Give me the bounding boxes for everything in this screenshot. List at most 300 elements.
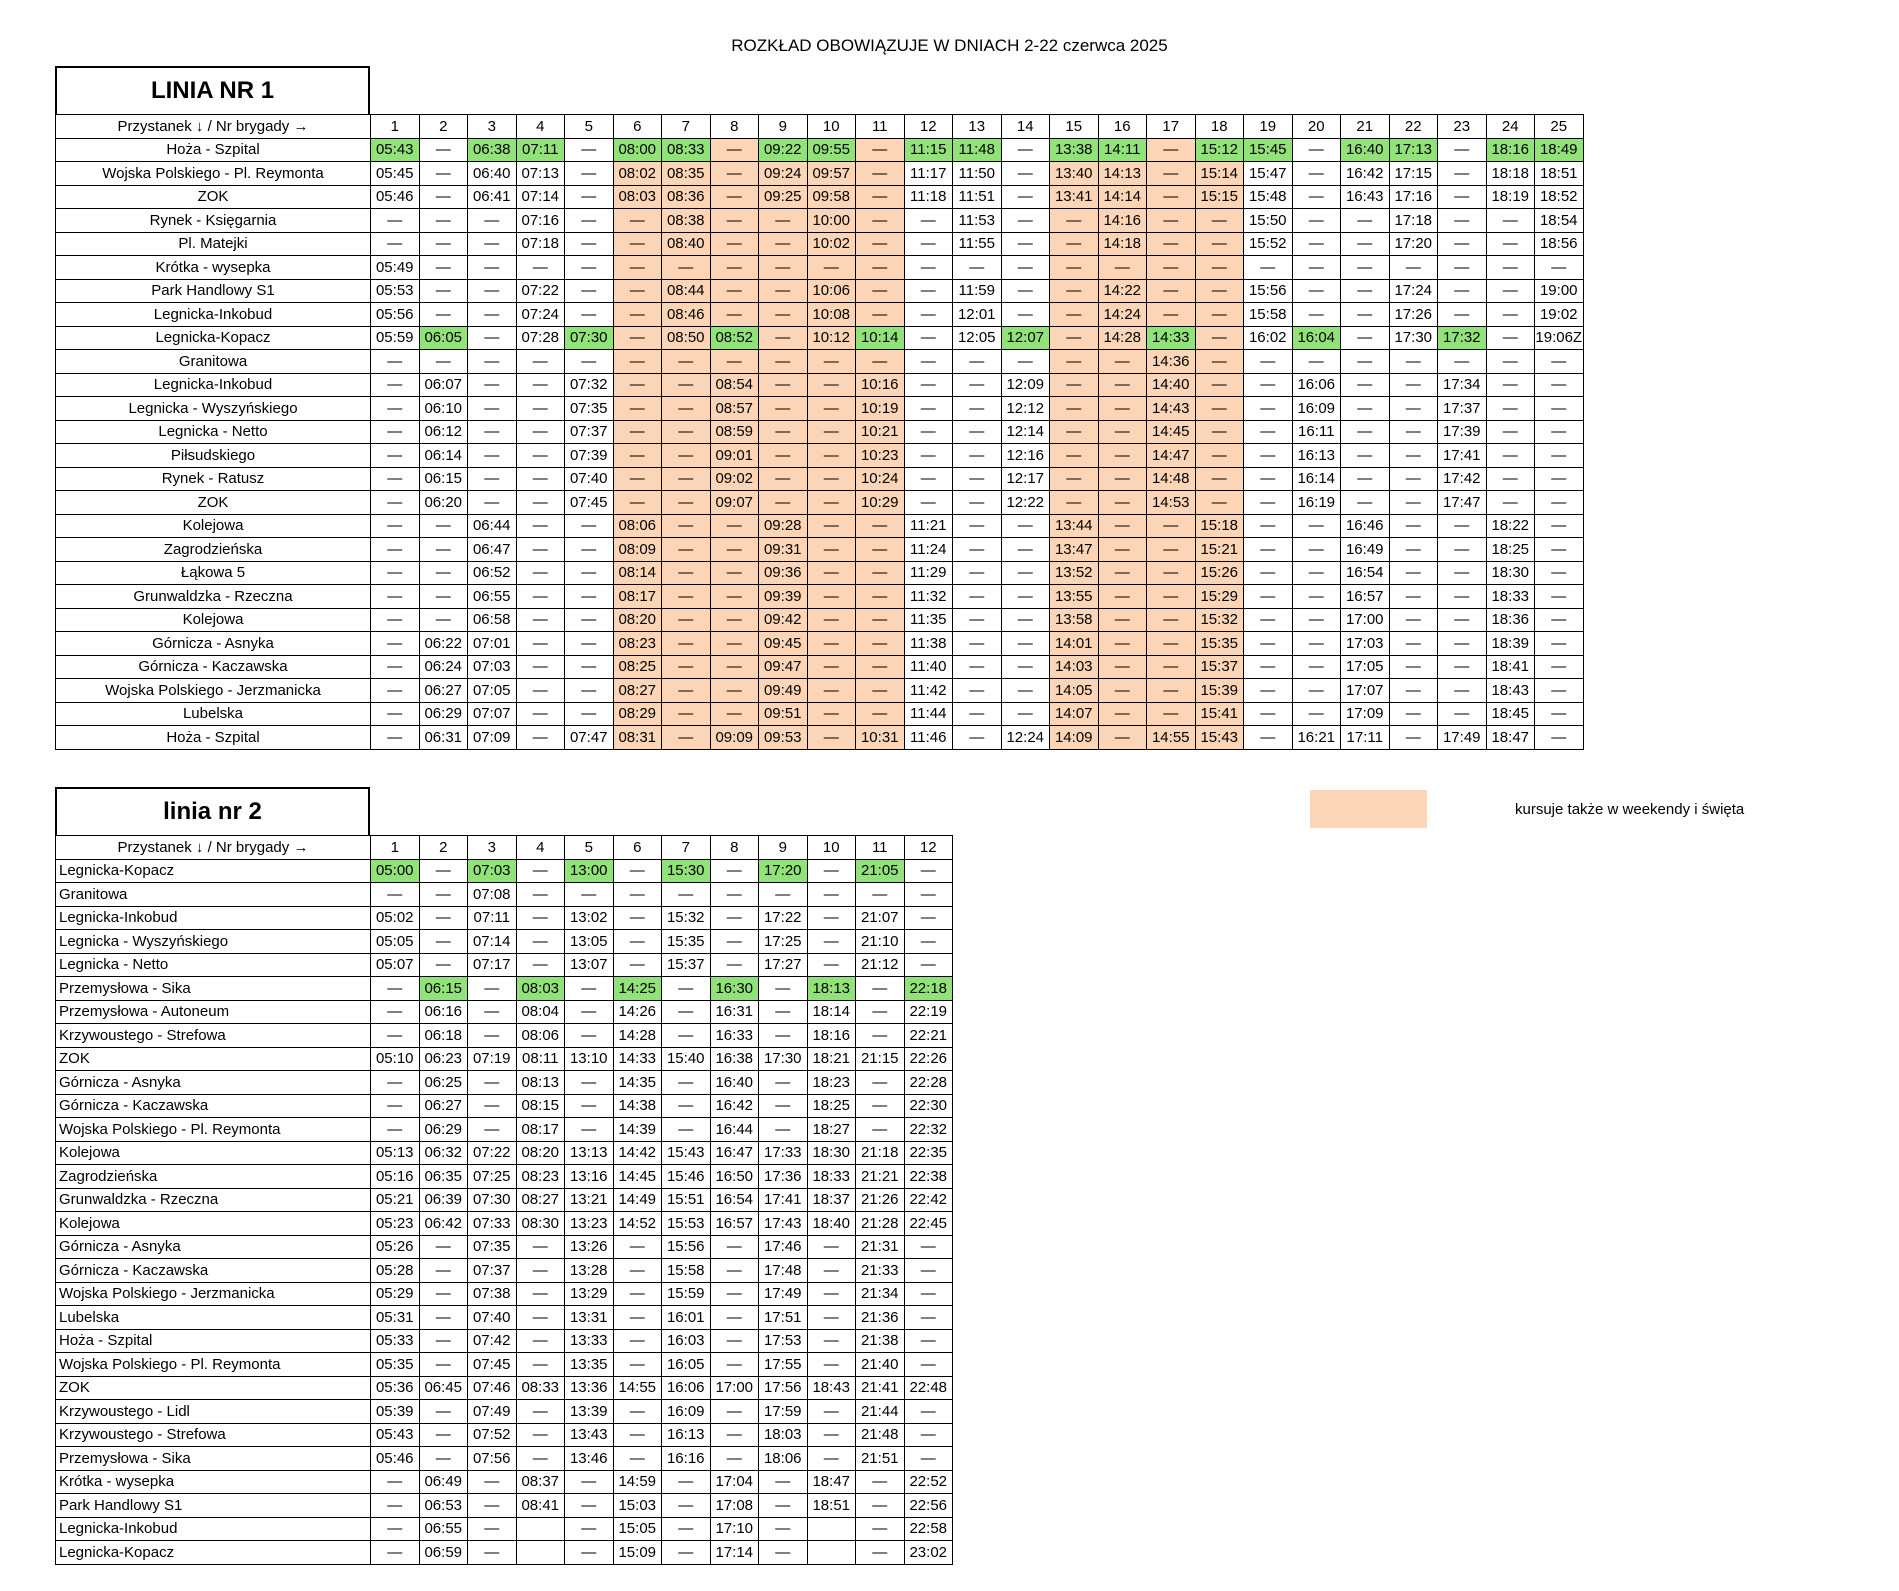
departure-time: — <box>1438 702 1487 726</box>
departure-time: — <box>1438 655 1487 679</box>
departure-time: 14:24 <box>1098 303 1147 327</box>
departure-time: — <box>516 1235 565 1259</box>
departure-time: — <box>856 1118 905 1142</box>
departure-time: 06:49 <box>419 1470 468 1494</box>
departure-time: — <box>807 632 856 656</box>
departure-time: 05:39 <box>371 1400 420 1424</box>
departure-time: 14:47 <box>1147 444 1196 468</box>
departure-time: 16:03 <box>662 1329 711 1353</box>
table-row <box>56 1235 953 1259</box>
departure-time: 09:28 <box>759 514 808 538</box>
departure-time: — <box>613 883 662 907</box>
departure-time: 18:41 <box>1486 655 1535 679</box>
departure-time <box>516 1517 565 1541</box>
departure-time: — <box>856 702 905 726</box>
departure-time: 06:29 <box>419 1118 468 1142</box>
departure-time: 15:43 <box>662 1141 711 1165</box>
departure-time: 16:21 <box>1292 726 1341 750</box>
departure-time: — <box>759 1024 808 1048</box>
departure-time: — <box>1535 585 1584 609</box>
table-row <box>56 1423 953 1447</box>
departure-time: 15:35 <box>662 930 711 954</box>
departure-time: — <box>856 1094 905 1118</box>
departure-time: — <box>807 1353 856 1377</box>
departure-time: — <box>468 977 517 1001</box>
departure-time: — <box>371 350 420 374</box>
stop-name: Górnicza - Asnyka <box>56 1235 371 1259</box>
departure-time <box>807 1541 856 1565</box>
departure-time: 13:31 <box>565 1306 614 1330</box>
departure-time: — <box>371 1470 420 1494</box>
departure-time: — <box>565 883 614 907</box>
departure-time: — <box>759 420 808 444</box>
departure-time: 06:32 <box>419 1141 468 1165</box>
stop-name: Górnicza - Kaczawska <box>56 1259 371 1283</box>
departure-time: 15:58 <box>662 1259 711 1283</box>
departure-time: — <box>613 326 662 350</box>
departure-time: — <box>1535 420 1584 444</box>
departure-time: 18:36 <box>1486 608 1535 632</box>
table-row <box>56 953 953 977</box>
departure-time: 11:44 <box>904 702 953 726</box>
departure-time: — <box>1001 679 1050 703</box>
departure-time: — <box>1438 162 1487 186</box>
departure-time: 14:43 <box>1147 397 1196 421</box>
departure-time: — <box>371 977 420 1001</box>
table-row <box>56 491 1584 515</box>
departure-time: 17:13 <box>1389 138 1438 162</box>
departure-time: — <box>565 303 614 327</box>
departure-time: 08:31 <box>613 726 662 750</box>
departure-time: — <box>904 373 953 397</box>
departure-time: 05:59 <box>371 326 420 350</box>
departure-time: — <box>904 1306 953 1330</box>
departure-time: — <box>1389 726 1438 750</box>
departure-time: — <box>419 1400 468 1424</box>
departure-time: — <box>468 491 517 515</box>
departure-time: 08:33 <box>662 138 711 162</box>
departure-time: — <box>662 1118 711 1142</box>
table-row <box>56 1141 953 1165</box>
stop-name: Krzywoustego - Strefowa <box>56 1024 371 1048</box>
departure-time: — <box>419 303 468 327</box>
departure-time: — <box>1341 350 1390 374</box>
departure-time: — <box>1244 373 1293 397</box>
departure-time: 17:46 <box>759 1235 808 1259</box>
table-row <box>56 538 1584 562</box>
departure-time: 06:39 <box>419 1188 468 1212</box>
departure-time: 17:08 <box>710 1494 759 1518</box>
departure-time: 08:29 <box>613 702 662 726</box>
departure-time: 15:39 <box>1195 679 1244 703</box>
departure-time: 21:21 <box>856 1165 905 1189</box>
departure-time: — <box>1147 585 1196 609</box>
departure-time: 15:32 <box>662 906 711 930</box>
departure-time: 18:06 <box>759 1447 808 1471</box>
departure-time: — <box>516 906 565 930</box>
departure-time: 15:09 <box>613 1541 662 1565</box>
departure-time: 22:48 <box>904 1376 953 1400</box>
departure-time: 14:42 <box>613 1141 662 1165</box>
departure-time: — <box>1244 608 1293 632</box>
departure-time: 09:02 <box>710 467 759 491</box>
brigade-number: 15 <box>1050 115 1099 139</box>
departure-time: — <box>807 467 856 491</box>
departure-time: — <box>1098 514 1147 538</box>
table-row <box>56 585 1584 609</box>
departure-time: 17:27 <box>759 953 808 977</box>
departure-time: — <box>1292 232 1341 256</box>
departure-time: — <box>710 1423 759 1447</box>
departure-time: 12:05 <box>953 326 1002 350</box>
departure-time: 22:21 <box>904 1024 953 1048</box>
departure-time: 09:36 <box>759 561 808 585</box>
departure-time: — <box>419 1235 468 1259</box>
departure-time: 16:09 <box>662 1400 711 1424</box>
departure-time: 07:24 <box>516 303 565 327</box>
departure-time: 16:33 <box>710 1024 759 1048</box>
departure-time: — <box>516 256 565 280</box>
departure-time: 16:05 <box>662 1353 711 1377</box>
departure-time: 13:41 <box>1050 185 1099 209</box>
departure-time: 08:44 <box>662 279 711 303</box>
brigade-number: 10 <box>807 115 856 139</box>
departure-time: 14:28 <box>1098 326 1147 350</box>
departure-time: 05:43 <box>371 1423 420 1447</box>
departure-time: — <box>710 350 759 374</box>
departure-time: — <box>856 585 905 609</box>
stop-name: Legnicka - Netto <box>56 953 371 977</box>
stop-name: Legnicka-Inkobud <box>56 1517 371 1541</box>
departure-time: — <box>1292 185 1341 209</box>
stop-name: Legnicka-Kopacz <box>56 326 371 350</box>
departure-time: 13:46 <box>565 1447 614 1471</box>
departure-time: — <box>1486 256 1535 280</box>
departure-time: 08:50 <box>662 326 711 350</box>
departure-time: — <box>565 232 614 256</box>
departure-time: — <box>1486 232 1535 256</box>
departure-time: — <box>371 883 420 907</box>
departure-time: — <box>807 538 856 562</box>
departure-time: — <box>1001 185 1050 209</box>
departure-time: — <box>419 209 468 233</box>
departure-time: — <box>1098 350 1147 374</box>
departure-time: — <box>1389 679 1438 703</box>
departure-time: 08:25 <box>613 655 662 679</box>
departure-time: 21:07 <box>856 906 905 930</box>
departure-time: — <box>613 467 662 491</box>
departure-time: 13:05 <box>565 930 614 954</box>
departure-time: — <box>662 1494 711 1518</box>
table-row <box>56 1376 953 1400</box>
departure-time: 13:43 <box>565 1423 614 1447</box>
departure-time: — <box>662 467 711 491</box>
departure-time: — <box>953 679 1002 703</box>
table-row <box>56 608 1584 632</box>
table-row <box>56 561 1584 585</box>
departure-time: — <box>1292 679 1341 703</box>
departure-time: — <box>710 256 759 280</box>
departure-time: 15:58 <box>1244 303 1293 327</box>
departure-time: — <box>807 256 856 280</box>
departure-time: — <box>516 1353 565 1377</box>
departure-time: 14:53 <box>1147 491 1196 515</box>
departure-time: — <box>710 930 759 954</box>
departure-time: 17:15 <box>1389 162 1438 186</box>
departure-time: 22:26 <box>904 1047 953 1071</box>
departure-time: — <box>1244 350 1293 374</box>
departure-time: 06:18 <box>419 1024 468 1048</box>
departure-time: 15:18 <box>1195 514 1244 538</box>
departure-time: 15:15 <box>1195 185 1244 209</box>
departure-time: — <box>1292 561 1341 585</box>
departure-time: 09:25 <box>759 185 808 209</box>
departure-time: — <box>904 1423 953 1447</box>
departure-time: — <box>1147 303 1196 327</box>
departure-time: 15:51 <box>662 1188 711 1212</box>
departure-time: 16:13 <box>1292 444 1341 468</box>
departure-time: — <box>710 185 759 209</box>
departure-time: 08:46 <box>662 303 711 327</box>
table-row <box>56 1094 953 1118</box>
departure-time: — <box>807 906 856 930</box>
departure-time: 14:11 <box>1098 138 1147 162</box>
departure-time: 10:23 <box>856 444 905 468</box>
departure-time: — <box>807 679 856 703</box>
departure-time: 11:51 <box>953 185 1002 209</box>
table-row <box>56 1259 953 1283</box>
departure-time: — <box>419 538 468 562</box>
departure-time: — <box>468 232 517 256</box>
stop-name: Zagrodzieńska <box>56 538 371 562</box>
departure-time: — <box>759 977 808 1001</box>
departure-time: 15:56 <box>1244 279 1293 303</box>
departure-time: 07:46 <box>468 1376 517 1400</box>
departure-time: — <box>1147 679 1196 703</box>
departure-time: 14:13 <box>1098 162 1147 186</box>
stop-name: Legnicka - Wyszyńskiego <box>56 930 371 954</box>
departure-time: 05:00 <box>371 859 420 883</box>
departure-time: 06:40 <box>468 162 517 186</box>
stop-name: Wojska Polskiego - Pl. Reymonta <box>56 162 371 186</box>
departure-time: 06:12 <box>419 420 468 444</box>
departure-time: — <box>953 655 1002 679</box>
departure-time: 09:09 <box>710 726 759 750</box>
departure-time: 10:08 <box>807 303 856 327</box>
departure-time: — <box>613 444 662 468</box>
departure-time: 17:00 <box>710 1376 759 1400</box>
departure-time: 18:52 <box>1535 185 1584 209</box>
departure-time: — <box>1244 444 1293 468</box>
departure-time: — <box>904 930 953 954</box>
departure-time: — <box>516 679 565 703</box>
stop-name: Kolejowa <box>56 1141 371 1165</box>
departure-time: 07:37 <box>468 1259 517 1283</box>
departure-time: 18:43 <box>1486 679 1535 703</box>
departure-time: — <box>904 256 953 280</box>
departure-time: — <box>468 397 517 421</box>
line-2-table <box>55 835 953 1565</box>
departure-time: — <box>1535 561 1584 585</box>
departure-time: 16:04 <box>1292 326 1341 350</box>
departure-time: 16:02 <box>1244 326 1293 350</box>
departure-time: 06:31 <box>419 726 468 750</box>
departure-time: — <box>759 1000 808 1024</box>
departure-time: 08:17 <box>613 585 662 609</box>
departure-time: 10:12 <box>807 326 856 350</box>
departure-time: — <box>565 350 614 374</box>
departure-time: — <box>1292 585 1341 609</box>
departure-time: 13:58 <box>1050 608 1099 632</box>
stop-name: Hoża - Szpital <box>56 1329 371 1353</box>
departure-time: 15:47 <box>1244 162 1293 186</box>
departure-time: — <box>1195 350 1244 374</box>
table-row <box>56 1282 953 1306</box>
departure-time: 06:55 <box>419 1517 468 1541</box>
table-row <box>56 1329 953 1353</box>
departure-time: 06:16 <box>419 1000 468 1024</box>
departure-time: — <box>613 953 662 977</box>
departure-time: — <box>371 585 420 609</box>
stop-name: Hoża - Szpital <box>56 726 371 750</box>
stop-name: ZOK <box>56 185 371 209</box>
departure-time: 22:28 <box>904 1071 953 1095</box>
departure-time: 22:56 <box>904 1494 953 1518</box>
departure-time: — <box>1438 561 1487 585</box>
departure-time: — <box>904 209 953 233</box>
departure-time: 17:43 <box>759 1212 808 1236</box>
departure-time: — <box>419 1353 468 1377</box>
departure-time: 06:44 <box>468 514 517 538</box>
departure-time: — <box>759 1118 808 1142</box>
departure-time: — <box>807 1329 856 1353</box>
departure-time: — <box>516 953 565 977</box>
table-row <box>56 1353 953 1377</box>
departure-time: — <box>1389 632 1438 656</box>
departure-time: 07:14 <box>516 185 565 209</box>
departure-time: — <box>1292 538 1341 562</box>
brigade-number: 11 <box>856 836 905 860</box>
departure-time: 18:13 <box>807 977 856 1001</box>
departure-time: — <box>419 1282 468 1306</box>
departure-time: — <box>662 444 711 468</box>
departure-time: — <box>516 514 565 538</box>
departure-time: — <box>1535 373 1584 397</box>
departure-time: — <box>662 420 711 444</box>
departure-time: — <box>807 608 856 632</box>
departure-time: 18:21 <box>807 1047 856 1071</box>
departure-time: — <box>468 1118 517 1142</box>
departure-time: — <box>710 303 759 327</box>
departure-time: 14:59 <box>613 1470 662 1494</box>
departure-time: — <box>1438 209 1487 233</box>
departure-time: — <box>662 883 711 907</box>
departure-time: — <box>371 1071 420 1095</box>
departure-time: 15:29 <box>1195 585 1244 609</box>
departure-time: — <box>953 561 1002 585</box>
departure-time: — <box>1001 279 1050 303</box>
departure-time: — <box>807 1423 856 1447</box>
departure-time: 06:38 <box>468 138 517 162</box>
departure-time: 19:00 <box>1535 279 1584 303</box>
brigade-number: 12 <box>904 836 953 860</box>
departure-time: 06:29 <box>419 702 468 726</box>
departure-time: 21:15 <box>856 1047 905 1071</box>
departure-time: 06:59 <box>419 1541 468 1565</box>
departure-time: — <box>1486 491 1535 515</box>
stop-name: Legnicka-Inkobud <box>56 303 371 327</box>
departure-time: — <box>662 977 711 1001</box>
departure-time: 07:37 <box>565 420 614 444</box>
table-row <box>56 1306 953 1330</box>
departure-time: 09:42 <box>759 608 808 632</box>
departure-time: — <box>1244 702 1293 726</box>
brigade-number: 3 <box>468 115 517 139</box>
departure-time: — <box>1098 726 1147 750</box>
departure-time: — <box>613 491 662 515</box>
departure-time: — <box>807 397 856 421</box>
departure-time: 07:33 <box>468 1212 517 1236</box>
departure-time: 17:05 <box>1341 655 1390 679</box>
brigade-number: 4 <box>516 115 565 139</box>
departure-time: — <box>904 1353 953 1377</box>
departure-time: — <box>1001 256 1050 280</box>
departure-time: — <box>710 1447 759 1471</box>
departure-time: 21:48 <box>856 1423 905 1447</box>
departure-time: 11:46 <box>904 726 953 750</box>
departure-time: 17:04 <box>710 1470 759 1494</box>
departure-time: 10:19 <box>856 397 905 421</box>
departure-time: — <box>516 1329 565 1353</box>
departure-time: — <box>953 397 1002 421</box>
departure-time: 18:40 <box>807 1212 856 1236</box>
departure-time: — <box>613 930 662 954</box>
header-row <box>56 836 953 860</box>
departure-time: 16:16 <box>662 1447 711 1471</box>
departure-time: — <box>1486 326 1535 350</box>
brigade-number: 9 <box>759 115 808 139</box>
departure-time: — <box>371 726 420 750</box>
departure-time: — <box>1147 138 1196 162</box>
brigade-number: 2 <box>419 836 468 860</box>
departure-time: 06:07 <box>419 373 468 397</box>
departure-time: — <box>759 444 808 468</box>
departure-time: — <box>1195 444 1244 468</box>
departure-time: 21:26 <box>856 1188 905 1212</box>
departure-time: — <box>565 538 614 562</box>
departure-time: — <box>1050 279 1099 303</box>
stop-name: Legnicka-Kopacz <box>56 859 371 883</box>
departure-time: 07:05 <box>468 679 517 703</box>
departure-time: — <box>1244 397 1293 421</box>
departure-time: — <box>1292 209 1341 233</box>
departure-time: — <box>516 608 565 632</box>
departure-time: 17:55 <box>759 1353 808 1377</box>
departure-time: 06:20 <box>419 491 468 515</box>
brigade-number: 7 <box>662 836 711 860</box>
departure-time: — <box>856 1470 905 1494</box>
departure-time: — <box>856 279 905 303</box>
departure-time: 06:52 <box>468 561 517 585</box>
departure-time: 13:44 <box>1050 514 1099 538</box>
departure-time: 12:17 <box>1001 467 1050 491</box>
departure-time: 16:54 <box>710 1188 759 1212</box>
departure-time: — <box>1438 632 1487 656</box>
departure-time: — <box>516 1400 565 1424</box>
table-row <box>56 726 1584 750</box>
table-row <box>56 444 1584 468</box>
departure-time: — <box>662 256 711 280</box>
